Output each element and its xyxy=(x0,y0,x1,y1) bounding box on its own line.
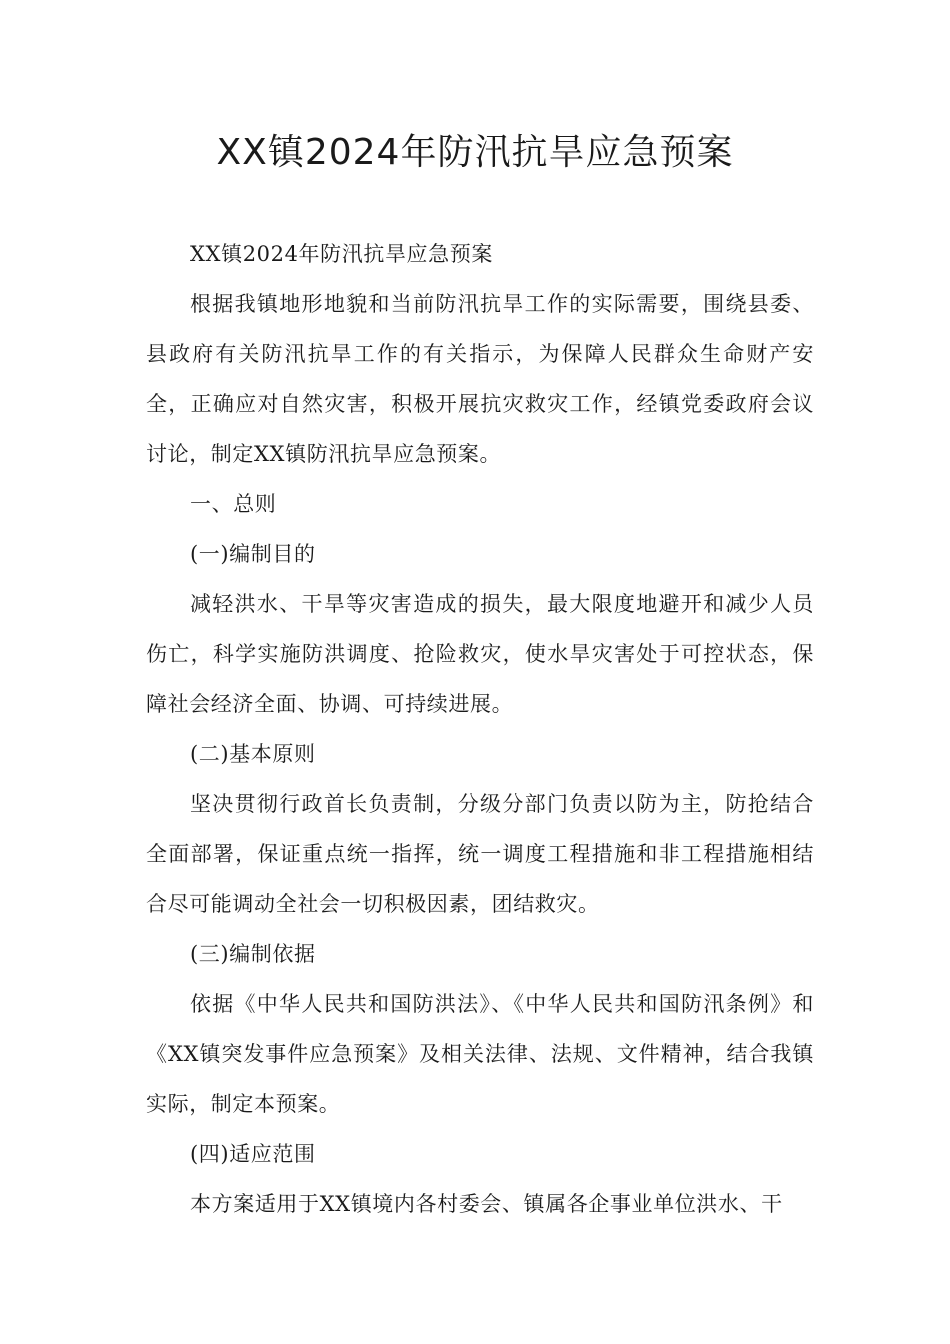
subtitle-paragraph: XX镇2024年防汛抗旱应急预案 xyxy=(190,242,493,266)
section-heading-general: 一、总则 xyxy=(190,492,277,516)
scope-paragraph: 本方案适用于XX镇境内各村委会、镇属各企事业单位洪水、干 xyxy=(190,1192,783,1216)
intro-paragraph: 根据我镇地形地貌和当前防汛抗旱工作的实际需要，围绕县委、县政府有关防汛抗旱工作的有关指示，为保障人民群众生命财产安全，正确应对自然灾害，积极开展抗灾救灾工作，经镇党委政府会议讨论，制定XX镇防汛抗旱应急预案。 xyxy=(146,292,814,466)
subsection-heading-basis: (三)编制依据 xyxy=(190,942,316,966)
document-title: XX镇2024年防汛抗旱应急预案 xyxy=(216,132,734,173)
subsection-heading-scope: (四)适应范围 xyxy=(190,1142,316,1166)
subsection-heading-principles: (二)基本原则 xyxy=(190,742,316,766)
subsection-heading-purpose: (一)编制目的 xyxy=(190,542,316,566)
purpose-paragraph: 减轻洪水、干旱等灾害造成的损失，最大限度地避开和减少人员伤亡，科学实施防洪调度、抢险救灾，使水旱灾害处于可控状态，保障社会经济全面、协调、可持续进展。 xyxy=(146,592,814,716)
document-body xyxy=(146,229,814,1229)
principles-paragraph: 坚决贯彻行政首长负责制，分级分部门负责以防为主，防抢结合全面部署，保证重点统一指挥，统一调度工程措施和非工程措施相结合尽可能调动全社会一切积极因素，团结救灾。 xyxy=(146,792,814,916)
basis-paragraph: 依据《中华人民共和国防洪法》、《中华人民共和国防汛条例》和《XX镇突发事件应急预案》及相关法律、法规、文件精神，结合我镇实际，制定本预案。 xyxy=(146,992,814,1116)
